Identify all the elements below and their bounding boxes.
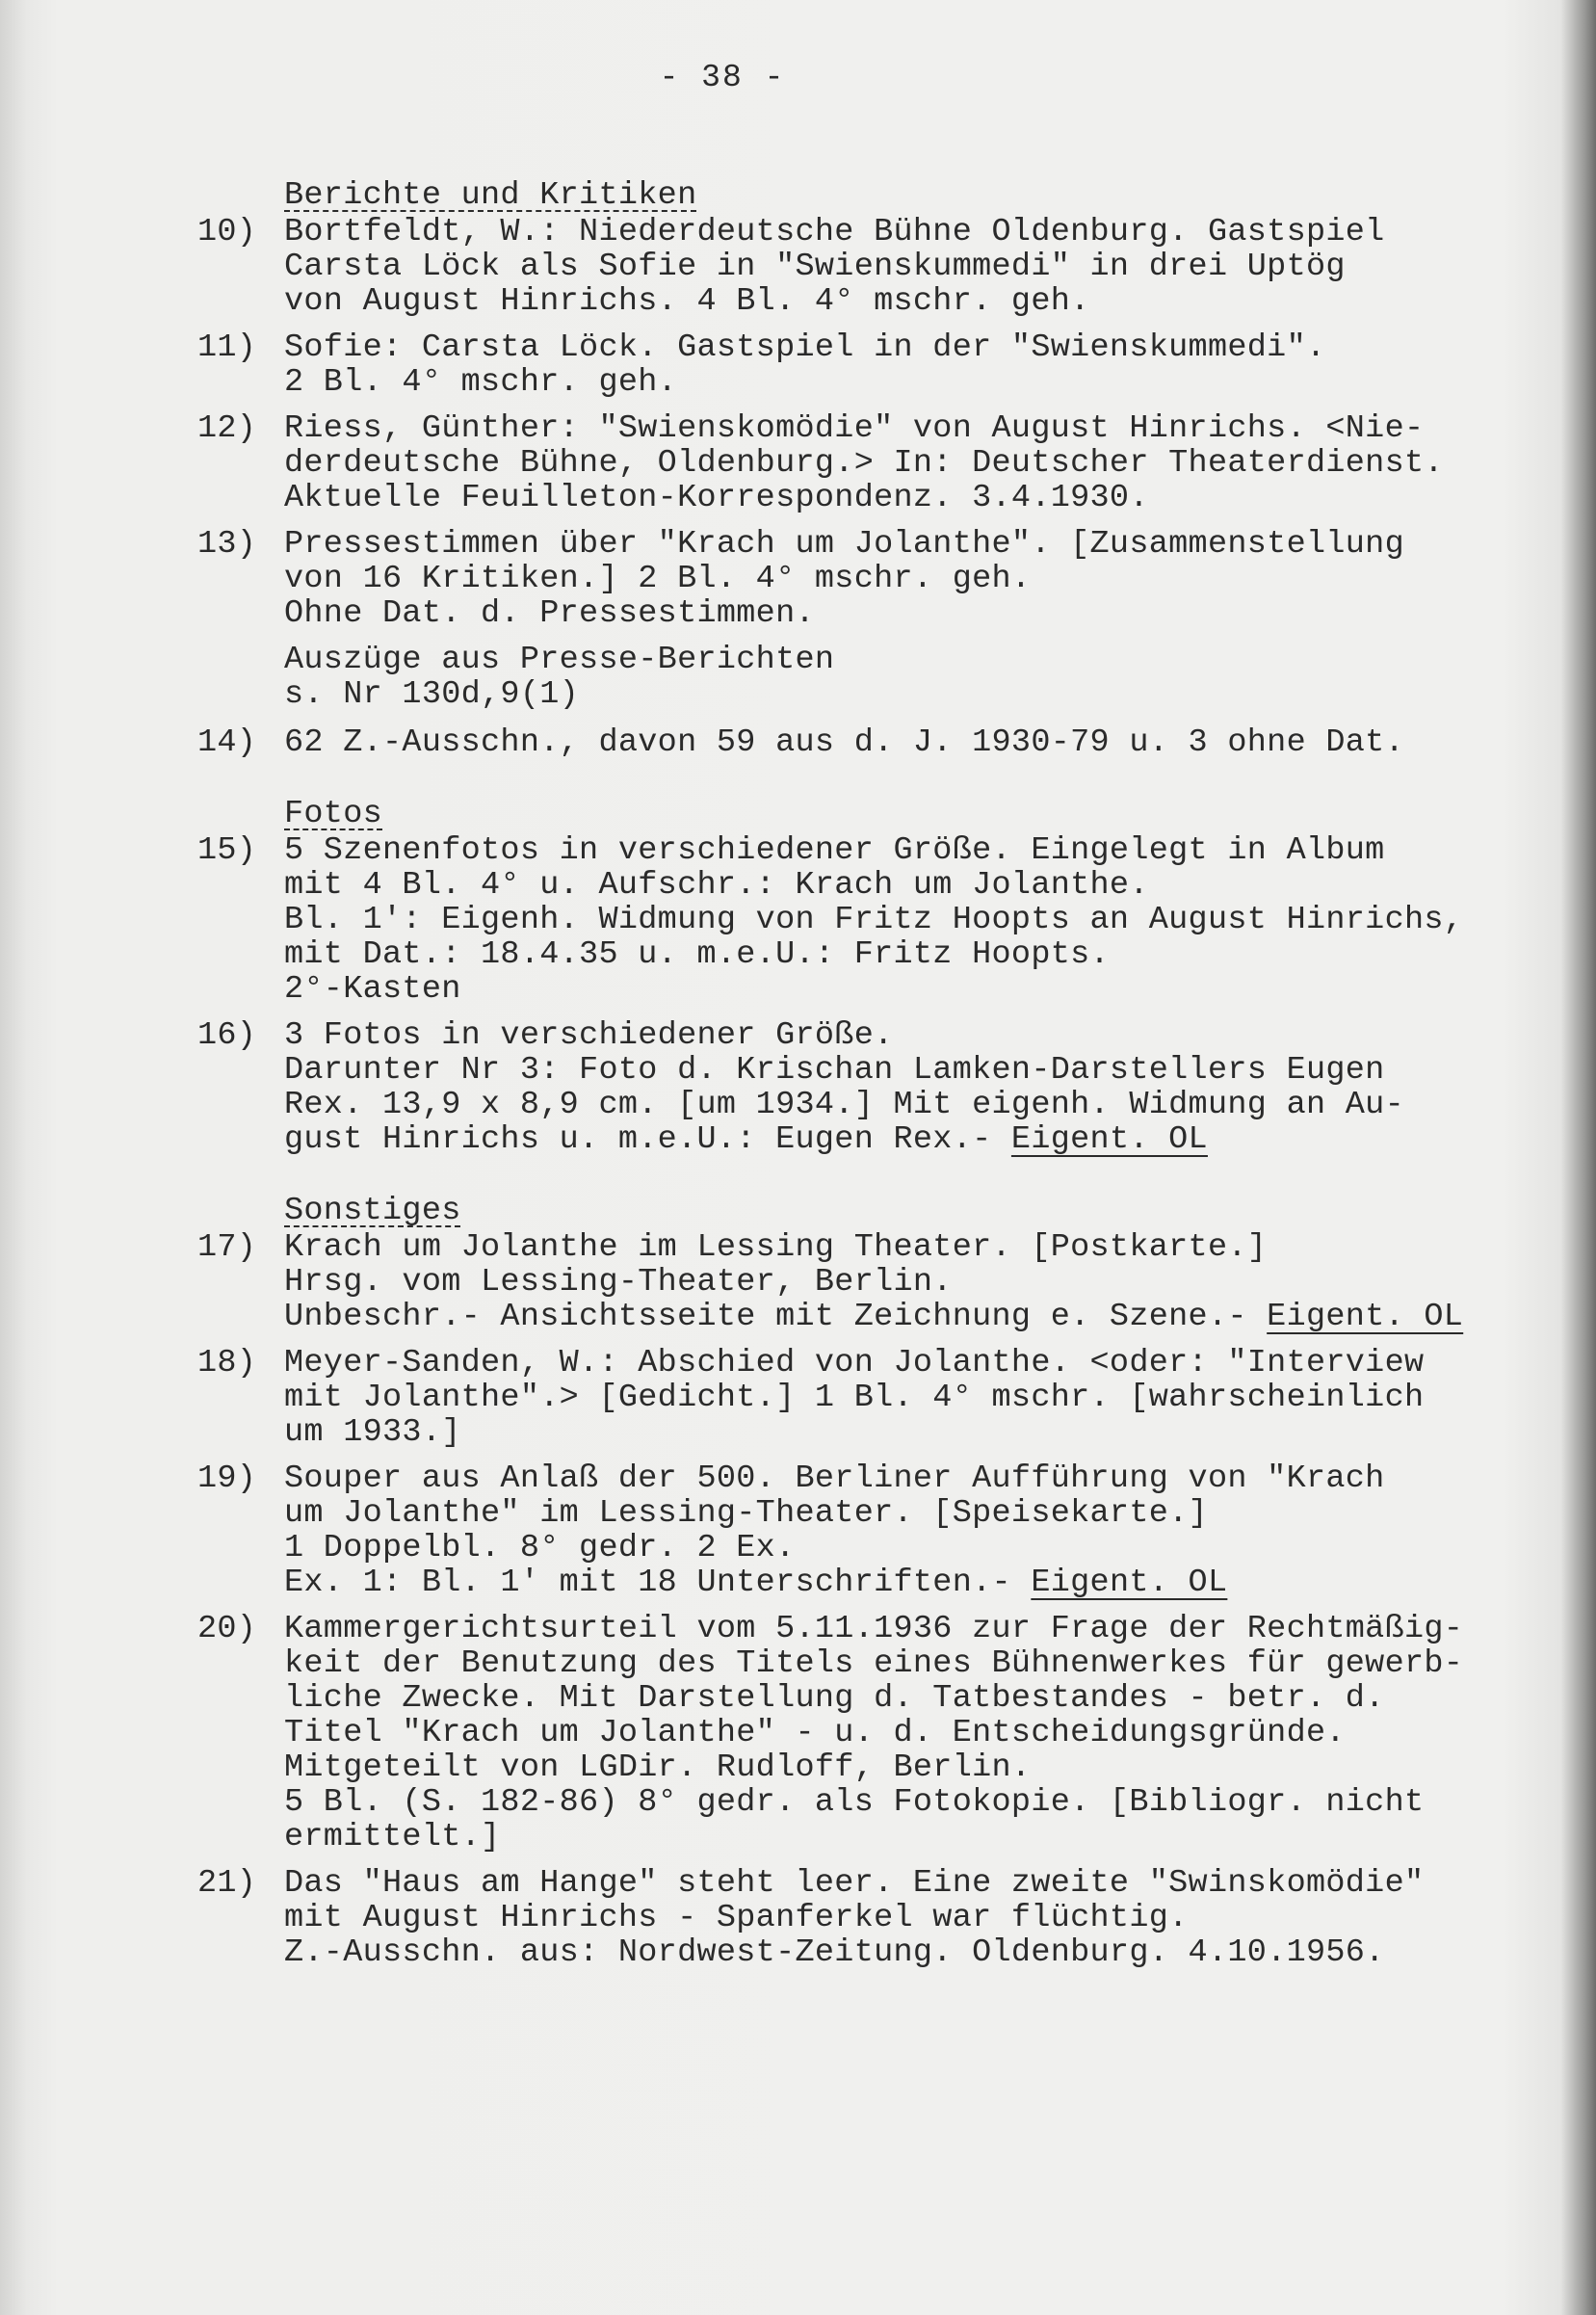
entry-line: mit 4 Bl. 4° u. Aufschr.: Krach um Jolanthe.: [284, 867, 1149, 904]
entry-line: Meyer-Sanden, W.: Abschied von Jolanthe. <oder: "Interview: [284, 1345, 1425, 1381]
entry-13: [197, 527, 1546, 631]
entry-number: 13): [197, 526, 257, 563]
entry-line: Kammergerichtsurteil vom 5.11.1936 zur Frage der Rechtmäßig-: [284, 1611, 1464, 1647]
entry-line: 2°-Kasten: [284, 971, 461, 1008]
entry-line: ermittelt.]: [284, 1819, 501, 1855]
entry-line: Ohne Dat. d. Pressestimmen.: [284, 595, 815, 632]
page-content: [197, 178, 1546, 1982]
entry-line: um Jolanthe" im Lessing-Theater. [Speisekarte.]: [284, 1495, 1208, 1532]
note-line: Auszüge aus Presse-Berichten: [284, 642, 835, 678]
entry-19: [197, 1461, 1546, 1600]
entry-line: 1 Doppelbl. 8° gedr. 2 Ex.: [284, 1530, 796, 1566]
entry-line: Carsta Löck als Sofie in "Swienskummedi" in drei Uptög: [284, 249, 1346, 285]
entry-text: [284, 1612, 1546, 1855]
entry-line: Darunter Nr 3: Foto d. Krischan Lamken-Darstellers Eugen: [284, 1052, 1385, 1089]
entry-20: [197, 1612, 1546, 1855]
entry-line: Bl. 1': Eigenh. Widmung von Fritz Hoopts an August Hinrichs,: [284, 902, 1464, 938]
entry-number: 15): [197, 832, 257, 869]
page-number: - 38 -: [659, 60, 786, 95]
entry-line: Riess, Günther: "Swienskomödie" von August Hinrichs. <Nie-: [284, 410, 1425, 447]
entry-line: Mitgeteilt von LGDir. Rudloff, Berlin.: [284, 1749, 1032, 1786]
entry-number: 10): [197, 214, 257, 250]
entry-line: mit Jolanthe".> [Gedicht.] 1 Bl. 4° mschr. [wahrscheinlich: [284, 1380, 1425, 1416]
entry-number: 16): [197, 1017, 257, 1054]
entry-16: [197, 1018, 1546, 1157]
entry-line-with-owner: [284, 1122, 1546, 1157]
entry-text: [284, 1346, 1546, 1450]
entry-text: [284, 1230, 1546, 1334]
entry-number: 19): [197, 1460, 257, 1497]
entry-line: mit Dat.: 18.4.35 u. m.e.U.: Fritz Hoopts.: [284, 936, 1110, 973]
entry-text: [284, 330, 1546, 400]
entry-number: 11): [197, 329, 257, 366]
entry-line: Titel "Krach um Jolanthe" - u. d. Entscheidungsgründe.: [284, 1715, 1346, 1751]
entry-14: [197, 725, 1546, 760]
entry-21: [197, 1866, 1546, 1970]
entry-10: [197, 215, 1546, 319]
entry-line: 3 Fotos in verschiedener Größe.: [284, 1017, 894, 1054]
entry-line: Z.-Ausschn. aus: Nordwest-Zeitung. Oldenburg. 4.10.1956.: [284, 1934, 1385, 1971]
entry-line: Bortfeldt, W.: Niederdeutsche Bühne Oldenburg. Gastspiel: [284, 214, 1385, 250]
entry-line: von 16 Kritiken.] 2 Bl. 4° mschr. geh.: [284, 561, 1032, 597]
entry-text: [284, 527, 1546, 631]
entry-line: 5 Bl. (S. 182-86) 8° gedr. als Fotokopie. [Bibliogr. nicht: [284, 1784, 1425, 1821]
entry-line: mit August Hinrichs - Spanferkel war flüchtig.: [284, 1900, 1189, 1936]
entry-18: [197, 1346, 1546, 1450]
entry-number: 12): [197, 410, 257, 447]
entry-line: derdeutsche Bühne, Oldenburg.> In: Deutscher Theaterdienst.: [284, 445, 1444, 482]
entry-12: [197, 411, 1546, 515]
entry-line: keit der Benutzung des Titels eines Bühnenwerkes für gewerb-: [284, 1645, 1464, 1682]
entry-line: Aktuelle Feuilleton-Korrespondenz. 3.4.1930.: [284, 480, 1149, 516]
entry-text: [284, 1866, 1546, 1970]
entry-17: [197, 1230, 1546, 1334]
entry-number: 17): [197, 1229, 257, 1266]
entry-line: Hrsg. vom Lessing-Theater, Berlin.: [284, 1264, 953, 1301]
section-heading-fotos: Fotos: [284, 796, 383, 832]
entry-11: [197, 330, 1546, 400]
entry-line: um 1933.]: [284, 1414, 461, 1451]
section-heading-berichte: Berichte und Kritiken: [284, 177, 697, 214]
entry-text: [284, 1018, 1546, 1157]
entry-number: 20): [197, 1611, 257, 1647]
entry-line: 5 Szenenfotos in verschiedener Größe. Eingelegt in Album: [284, 832, 1385, 869]
entry-text: [284, 833, 1546, 1007]
owner-mark: Eigent. OL: [1031, 1565, 1228, 1601]
note-line: s. Nr 130d,9(1): [284, 676, 580, 713]
owner-mark: Eigent. OL: [1267, 1299, 1464, 1335]
entry-line: 2 Bl. 4° mschr. geh.: [284, 364, 678, 401]
entry-line-with-owner: [284, 1300, 1546, 1334]
entry-number: 14): [197, 724, 257, 761]
entry-line: Krach um Jolanthe im Lessing Theater. [Postkarte.]: [284, 1229, 1268, 1266]
entry-line: Das "Haus am Hange" steht leer. Eine zweite "Swinskomödie": [284, 1865, 1425, 1902]
entry-text: [284, 725, 1546, 760]
entry-line: Pressestimmen über "Krach um Jolanthe". [Zusammenstellung: [284, 526, 1404, 563]
entry-line-with-owner: [284, 1565, 1546, 1600]
cross-reference-note: [197, 643, 1546, 712]
entry-line: 62 Z.-Ausschn., davon 59 aus d. J. 1930-79 u. 3 ohne Dat.: [284, 724, 1404, 761]
entry-15: [197, 833, 1546, 1007]
entry-line: Unbeschr.- Ansichtsseite mit Zeichnung e. Szene.-: [284, 1299, 1268, 1335]
owner-mark: Eigent. OL: [1010, 1121, 1208, 1158]
entry-line: Rex. 13,9 x 8,9 cm. [um 1934.] Mit eigenh. Widmung an Au-: [284, 1087, 1404, 1123]
entry-text: [284, 1461, 1546, 1600]
entry-line: gust Hinrichs u. m.e.U.: Eugen Rex.-: [284, 1121, 1011, 1158]
entry-line: Sofie: Carsta Löck. Gastspiel in der "Swienskummedi".: [284, 329, 1326, 366]
entry-number: 18): [197, 1345, 257, 1381]
entry-line: Souper aus Anlaß der 500. Berliner Aufführung von "Krach: [284, 1460, 1385, 1497]
entry-text: [284, 215, 1546, 319]
entry-line: liche Zwecke. Mit Darstellung d. Tatbestandes - betr. d.: [284, 1680, 1385, 1717]
entry-line: von August Hinrichs. 4 Bl. 4° mschr. geh.: [284, 283, 1090, 320]
entry-text: [284, 411, 1546, 515]
section-heading-sonstiges: Sonstiges: [284, 1193, 461, 1229]
entry-line: Ex. 1: Bl. 1' mit 18 Unterschriften.-: [284, 1565, 1032, 1601]
entry-number: 21): [197, 1865, 257, 1902]
